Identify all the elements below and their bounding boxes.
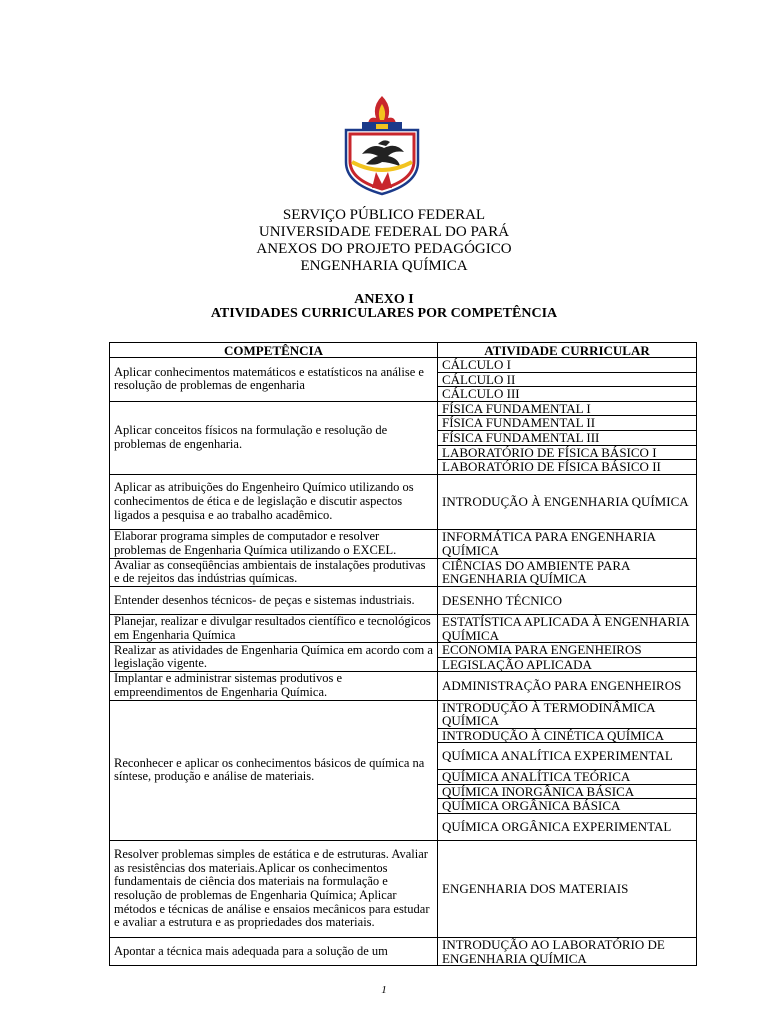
competency-cell: Realizar as atividades de Engenharia Química em acordo com a legislação vigente. — [110, 643, 438, 672]
activity-cell: ECONOMIA PARA ENGENHEIROS — [438, 643, 697, 658]
competency-cell: Planejar, realizar e divulgar resultados científico e tecnológicos em Engenharia Química — [110, 614, 438, 642]
table-row — [110, 643, 697, 658]
activity-cell: LABORATÓRIO DE FÍSICA BÁSICO II — [438, 460, 697, 475]
competency-cell: Implantar e administrar sistemas produtivos e empreendimentos de Engenharia Química. — [110, 672, 438, 700]
annex-title: ANEXO I — [354, 292, 414, 307]
activity-cell: QUÍMICA ANALÍTICA TEÓRICA — [438, 770, 697, 785]
activity-cell: DESENHO TÉCNICO — [438, 586, 697, 614]
activity-cell: INTRODUÇÃO À CINÉTICA QUÍMICA — [438, 728, 697, 743]
table-row — [110, 358, 697, 373]
university-seal-logo — [340, 92, 424, 196]
competency-table — [109, 342, 697, 966]
competency-cell: Reconhecer e aplicar os conhecimentos básicos de química na síntese, produção e análise de materiais. — [110, 700, 438, 841]
activity-cell: INFORMÁTICA PARA ENGENHARIA QUÍMICA — [438, 529, 697, 558]
activity-cell: ENGENHARIA DOS MATERIAIS — [438, 841, 697, 938]
column-header-atividade: ATIVIDADE CURRICULAR — [438, 343, 697, 358]
table-row — [110, 614, 697, 642]
activity-cell: CIÊNCIAS DO AMBIENTE PARA ENGENHARIA QUÍMICA — [438, 558, 697, 586]
activity-cell: LABORATÓRIO DE FÍSICA BÁSICO I — [438, 445, 697, 460]
annex-subtitle: ATIVIDADES CURRICULARES POR COMPETÊNCIA — [210, 306, 558, 321]
activity-cell: FÍSICA FUNDAMENTAL II — [438, 416, 697, 431]
table-row — [110, 586, 697, 614]
table-header-row — [110, 343, 697, 358]
activity-cell: ADMINISTRAÇÃO PARA ENGENHEIROS — [438, 672, 697, 700]
competency-cell: Aplicar conhecimentos matemáticos e estatísticos na análise e resolução de problemas de engenharia — [110, 358, 438, 402]
competency-cell: Elaborar programa simples de computador e resolver problemas de Engenharia Química utilizando o EXCEL. — [110, 529, 438, 558]
activity-cell: CÁLCULO III — [438, 387, 697, 402]
table-row — [110, 841, 697, 938]
activity-cell: CÁLCULO II — [438, 372, 697, 387]
table-row — [110, 401, 697, 416]
header-line-course: ENGENHARIA QUÍMICA — [300, 258, 468, 274]
activity-cell: INTRODUÇÃO À ENGENHARIA QUÍMICA — [438, 474, 697, 529]
competency-cell: Aplicar conceitos físicos na formulação e resolução de problemas de engenharia. — [110, 401, 438, 474]
header-line-service: SERVIÇO PÚBLICO FEDERAL — [282, 207, 486, 223]
table-row — [110, 700, 697, 728]
competency-cell: Aplicar as atribuições do Engenheiro Químico utilizando os conhecimentos de ética e de legislação e discutir aspectos ligados a pesquisa e ao trabalho acadêmico. — [110, 474, 438, 529]
activity-cell: INTRODUÇÃO À TERMODINÂMICA QUÍMICA — [438, 700, 697, 728]
competency-cell: Entender desenhos técnicos- de peças e sistemas industriais. — [110, 586, 438, 614]
competency-cell: Apontar a técnica mais adequada para a solução de um — [110, 938, 438, 966]
activity-cell: QUÍMICA ANALÍTICA EXPERIMENTAL — [438, 743, 697, 770]
column-header-competencia: COMPETÊNCIA — [110, 343, 438, 358]
activity-cell: QUÍMICA ORGÂNICA EXPERIMENTAL — [438, 814, 697, 841]
activity-cell: QUÍMICA INORGÂNICA BÁSICA — [438, 784, 697, 799]
header-line-university: UNIVERSIDADE FEDERAL DO PARÁ — [258, 224, 510, 240]
table-row — [110, 558, 697, 586]
activity-cell: FÍSICA FUNDAMENTAL I — [438, 401, 697, 416]
table-row — [110, 672, 697, 700]
activity-cell: INTRODUÇÃO AO LABORATÓRIO DE ENGENHARIA QUÍMICA — [438, 938, 697, 966]
table-row — [110, 938, 697, 966]
table-row — [110, 474, 697, 529]
competency-cell: Avaliar as conseqüências ambientais de instalações produtivas e de rejeitos das indústrias químicas. — [110, 558, 438, 586]
activity-cell: FÍSICA FUNDAMENTAL III — [438, 430, 697, 445]
activity-cell: LEGISLAÇÃO APLICADA — [438, 657, 697, 672]
table-row — [110, 529, 697, 558]
activity-cell: ESTATÍSTICA APLICADA À ENGENHARIA QUÍMICA — [438, 614, 697, 642]
activity-cell: CÁLCULO I — [438, 358, 697, 373]
activity-cell: QUÍMICA ORGÂNICA BÁSICA — [438, 799, 697, 814]
page-number: 1 — [381, 984, 387, 996]
competency-cell: Resolver problemas simples de estática e de estruturas. Avaliar as resistências dos materiais.Aplicar os conhecimentos fundamentais de ciência dos materiais na formulação e resolução de problemas de Engenharia Química; Aplicar métodos e técnicas de análise e ensaios mecânicos para estudar e avaliar a estrutura e as propriedades dos materiais. — [110, 841, 438, 938]
header-line-annexes: ANEXOS DO PROJETO PEDAGÓGICO — [256, 241, 512, 257]
